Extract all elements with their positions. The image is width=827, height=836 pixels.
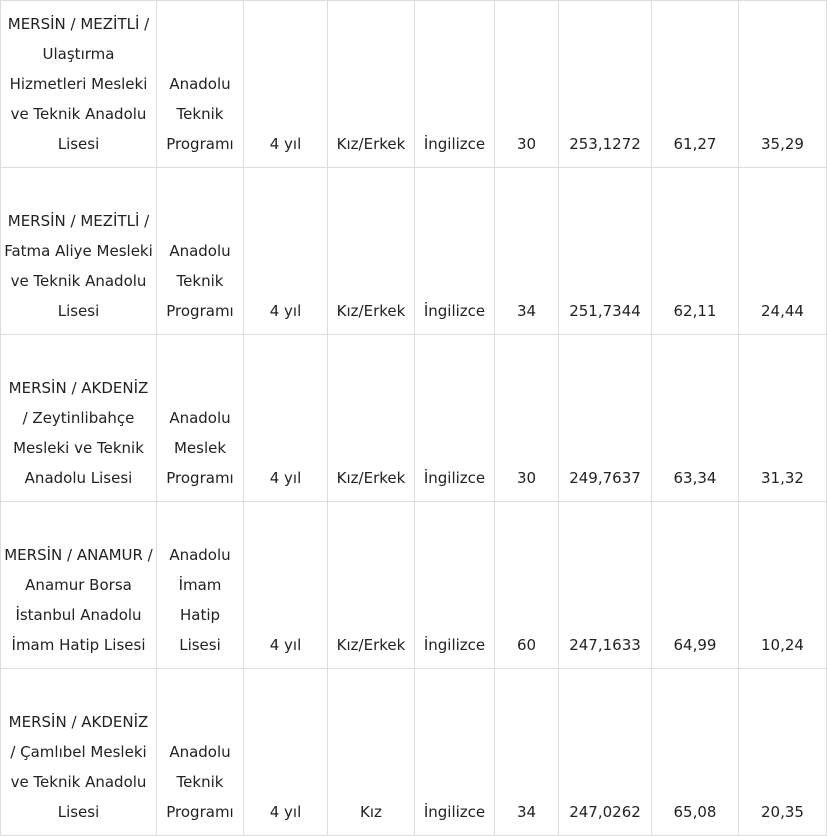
gender-cell: Kız/Erkek (328, 335, 415, 502)
gender-cell: Kız/Erkek (328, 168, 415, 335)
quota-cell: 34 (495, 669, 559, 836)
duration-cell: 4 yıl (244, 335, 328, 502)
percentile-cell: 64,99 (652, 502, 739, 669)
school-name-cell: MERSİN / AKDENİZ / Çamlıbel Mesleki ve Teknik Anadolu Lisesi (1, 669, 157, 836)
language-cell: İngilizce (415, 168, 495, 335)
rate-cell: 20,35 (739, 669, 827, 836)
quota-cell: 60 (495, 502, 559, 669)
program-cell: Anadolu Meslek Programı (157, 335, 244, 502)
language-cell: İngilizce (415, 669, 495, 836)
program-cell: Anadolu Teknik Programı (157, 669, 244, 836)
duration-cell: 4 yıl (244, 669, 328, 836)
language-cell: İngilizce (415, 502, 495, 669)
duration-cell: 4 yıl (244, 502, 328, 669)
school-name-cell: MERSİN / MEZİTLİ / Ulaştırma Hizmetleri Mesleki ve Teknik Anadolu Lisesi (1, 1, 157, 168)
school-name-cell: MERSİN / ANAMUR / Anamur Borsa İstanbul Anadolu İmam Hatip Lisesi (1, 502, 157, 669)
quota-cell: 30 (495, 335, 559, 502)
rate-cell: 35,29 (739, 1, 827, 168)
table-row (1, 1, 827, 168)
school-name-cell: MERSİN / MEZİTLİ / Fatma Aliye Mesleki ve Teknik Anadolu Lisesi (1, 168, 157, 335)
duration-cell: 4 yıl (244, 1, 328, 168)
table-row (1, 168, 827, 335)
quota-cell: 30 (495, 1, 559, 168)
table-row (1, 502, 827, 669)
score-cell: 249,7637 (559, 335, 652, 502)
language-cell: İngilizce (415, 335, 495, 502)
language-cell: İngilizce (415, 1, 495, 168)
program-cell: Anadolu Teknik Programı (157, 1, 244, 168)
program-cell: Anadolu İmam Hatip Lisesi (157, 502, 244, 669)
gender-cell: Kız (328, 669, 415, 836)
score-cell: 247,1633 (559, 502, 652, 669)
table-row (1, 335, 827, 502)
rate-cell: 31,32 (739, 335, 827, 502)
score-cell: 251,7344 (559, 168, 652, 335)
table-row (1, 669, 827, 836)
percentile-cell: 63,34 (652, 335, 739, 502)
quota-cell: 34 (495, 168, 559, 335)
percentile-cell: 61,27 (652, 1, 739, 168)
score-cell: 247,0262 (559, 669, 652, 836)
percentile-cell: 65,08 (652, 669, 739, 836)
program-cell: Anadolu Teknik Programı (157, 168, 244, 335)
gender-cell: Kız/Erkek (328, 502, 415, 669)
rate-cell: 10,24 (739, 502, 827, 669)
gender-cell: Kız/Erkek (328, 1, 415, 168)
score-cell: 253,1272 (559, 1, 652, 168)
percentile-cell: 62,11 (652, 168, 739, 335)
duration-cell: 4 yıl (244, 168, 328, 335)
rate-cell: 24,44 (739, 168, 827, 335)
school-name-cell: MERSİN / AKDENİZ / Zeytinlibahçe Mesleki ve Teknik Anadolu Lisesi (1, 335, 157, 502)
